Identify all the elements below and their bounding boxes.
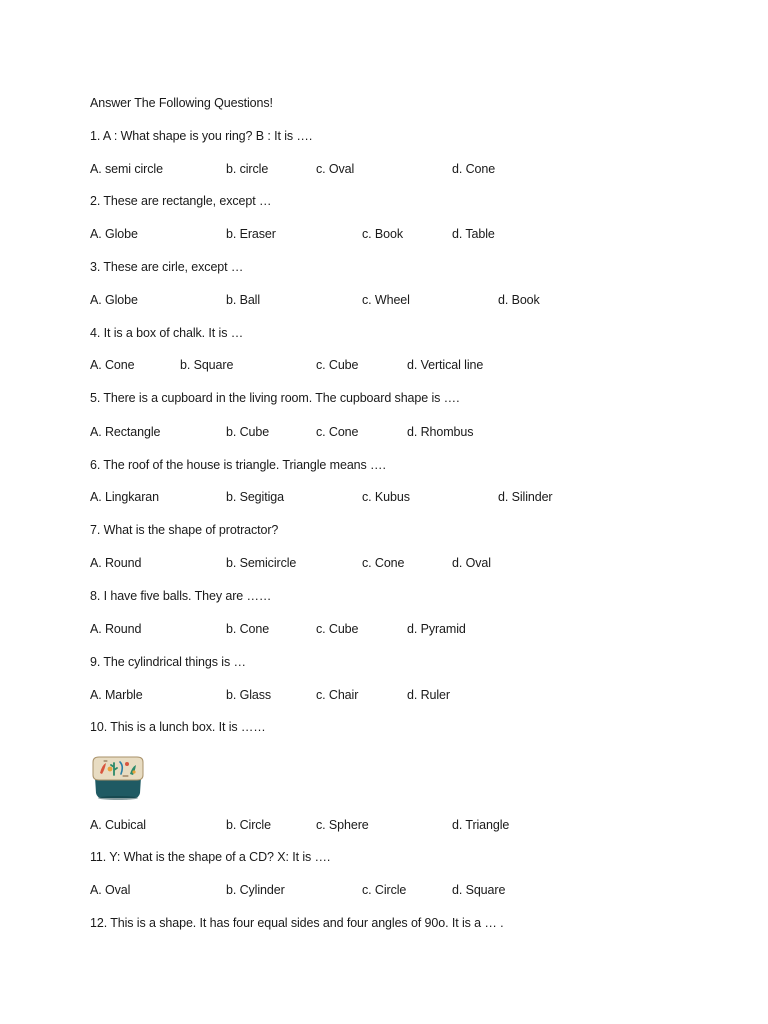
q3-option-c: c. Wheel <box>362 293 410 307</box>
q9-option-c: c. Chair <box>316 688 359 702</box>
q5-option-a: A. Rectangle <box>90 425 161 439</box>
q9-option-a: A. Marble <box>90 688 143 702</box>
question-3: 3. These are cirle, except … <box>90 260 244 274</box>
question-10: 10. This is a lunch box. It is …… <box>90 720 266 734</box>
q8-option-d: d. Pyramid <box>407 622 466 636</box>
q11-option-b: b. Cylinder <box>226 883 285 897</box>
q2-option-b: b. Eraser <box>226 227 276 241</box>
q3-option-b: b. Ball <box>226 293 261 307</box>
lunch-box-image <box>90 753 146 801</box>
question-12: 12. This is a shape. It has four equal sides and four angles of 90o. It is a … . <box>90 916 504 930</box>
q4-option-d: d. Vertical line <box>407 358 484 372</box>
q1-option-a: A. semi circle <box>90 162 163 176</box>
q1-option-b: b. circle <box>226 162 269 176</box>
question-2: 2. These are rectangle, except … <box>90 194 272 208</box>
q6-option-b: b. Segitiga <box>226 490 284 504</box>
q5-option-c: c. Cone <box>316 425 359 439</box>
q2-option-c: c. Book <box>362 227 403 241</box>
q7-option-a: A. Round <box>90 556 142 570</box>
q5-option-d: d. Rhombus <box>407 425 474 439</box>
q11-option-c: c. Circle <box>362 883 407 897</box>
worksheet-heading: Answer The Following Questions! <box>90 96 273 110</box>
q7-option-b: b. Semicircle <box>226 556 297 570</box>
q6-option-a: A. Lingkaran <box>90 490 159 504</box>
question-7: 7. What is the shape of protractor? <box>90 523 279 537</box>
q2-option-d: d. Table <box>452 227 495 241</box>
q3-option-d: d. Book <box>498 293 540 307</box>
q10-option-c: c. Sphere <box>316 818 369 832</box>
q7-option-d: d. Oval <box>452 556 491 570</box>
q6-option-c: c. Kubus <box>362 490 410 504</box>
q5-option-b: b. Cube <box>226 425 270 439</box>
q11-option-a: A. Oval <box>90 883 131 897</box>
q8-option-b: b. Cone <box>226 622 270 636</box>
question-6: 6. The roof of the house is triangle. Triangle means …. <box>90 458 386 472</box>
q9-option-d: d. Ruler <box>407 688 450 702</box>
question-1: 1. A : What shape is you ring? B : It is …. <box>90 129 313 143</box>
q3-option-a: A. Globe <box>90 293 138 307</box>
question-9: 9. The cylindrical things is … <box>90 655 246 669</box>
q4-option-c: c. Cube <box>316 358 359 372</box>
q8-option-c: c. Cube <box>316 622 359 636</box>
q10-option-a: A. Cubical <box>90 818 146 832</box>
q1-option-c: c. Oval <box>316 162 355 176</box>
q9-option-b: b. Glass <box>226 688 272 702</box>
q7-option-c: c. Cone <box>362 556 405 570</box>
question-5: 5. There is a cupboard in the living room. The cupboard shape is …. <box>90 391 460 405</box>
q6-option-d: d. Silinder <box>498 490 553 504</box>
q10-option-b: b. Circle <box>226 818 271 832</box>
q11-option-d: d. Square <box>452 883 506 897</box>
q2-option-a: A. Globe <box>90 227 138 241</box>
question-4: 4. It is a box of chalk. It is … <box>90 326 244 340</box>
q4-option-b: b. Square <box>180 358 234 372</box>
q4-option-a: A. Cone <box>90 358 135 372</box>
q8-option-a: A. Round <box>90 622 142 636</box>
question-11: 11. Y: What is the shape of a CD? X: It is …. <box>90 850 331 864</box>
q10-option-d: d. Triangle <box>452 818 510 832</box>
question-8: 8. I have five balls. They are …… <box>90 589 272 603</box>
q1-option-d: d. Cone <box>452 162 496 176</box>
